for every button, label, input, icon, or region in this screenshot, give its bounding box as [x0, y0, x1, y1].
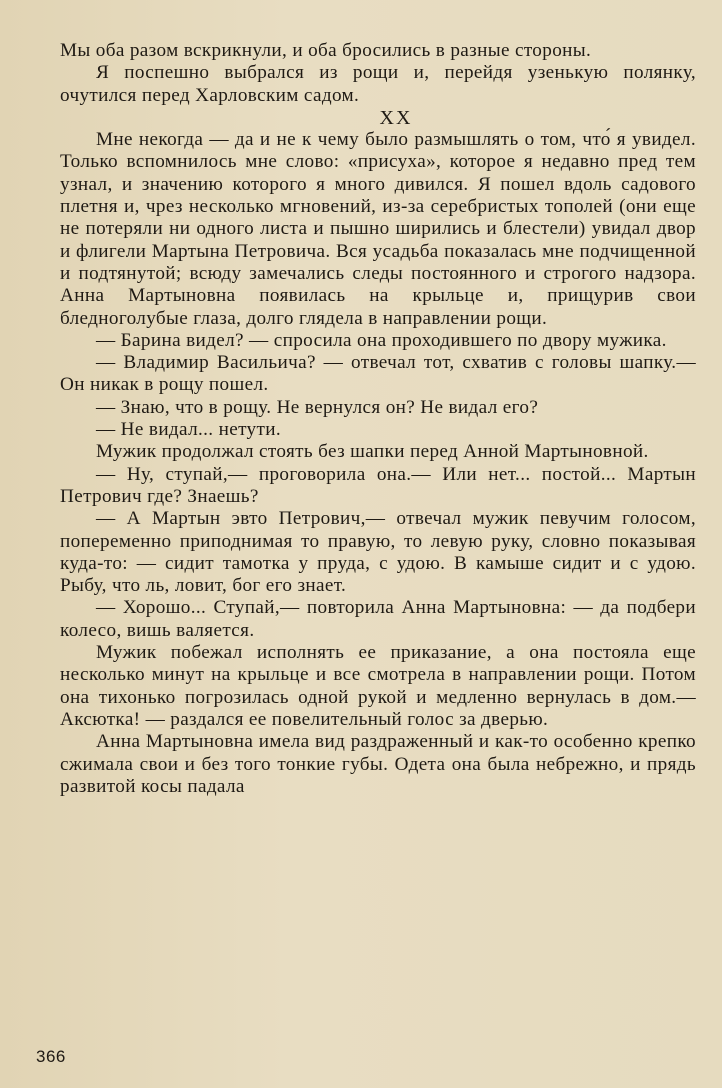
paragraph: — Знаю, что в рощу. Не вернулся он? Не видал его?	[96, 396, 539, 418]
paragraph: Я поспешно выбрался из рощи и, перейдя узенькую полянку, очутился перед Харловским садом.	[60, 62, 696, 106]
paragraph: Анна Мартыновна имела вид раздраженный и как-то особенно крепко сжимала свои и без того тонкие губы. Одета она была небрежно, и прядь развитой косы падала	[60, 731, 696, 797]
page-text	[60, 40, 696, 798]
paragraph: — А Мартын эвто Петрович,— отвечал мужик певучим голосом, попеременно приподнимая то правую, то левую руку, словно показывая куда-то: — сидит тамотка у пруда, с удою. В камыше сидит и с удою. Рыбу, что ль, ловит, бог его знает.	[60, 508, 696, 597]
paragraph: — Ну, ступай,— проговорила она.— Или нет... постой... Мартын Петрович где? Знаешь?	[60, 463, 696, 507]
paragraph: Мне некогда — да и не к чему было размышлять о том, что́ я увидел. Только вспомнилось мне слово: «присуха», которое я недавно пред тем узнал, и значению которого я много дивился. Я пошел вдоль садового плетня и, чрез несколько мгновений, из-за серебристых тополей (они еще не потеряли ни одного листа и пышно ширились и блестели) увидал двор и флигели Мартына Петровича. Вся усадьба показалась мне подчищенной и подтянутой; всюду замечались следы постоянного и строгого надзора. Анна Мартыновна появилась на крыльце и, прищурив свои бледноголубые глаза, долго глядела в направлении рощи.	[60, 129, 696, 329]
paragraph: Мужик побежал исполнять ее приказание, а она постояла еще несколько минут на крыльце и все смотрела в направлении рощи. Потом она тихонько погрозилась одной рукой и медленно вернулась в дом.— Аксютка! — раздался ее повелительный голос за дверью.	[60, 642, 696, 730]
paragraph: — Барина видел? — спросила она проходившего по двору мужика.	[96, 329, 667, 351]
paragraph: — Владимир Васильича? — отвечал тот, схватив с головы шапку.— Он никак в рощу пошел.	[60, 352, 696, 396]
paragraph: Мы оба разом вскрикнули, и оба бросились в разные стороны.	[60, 40, 592, 61]
paragraph: — Не видал... нетути.	[96, 419, 282, 441]
paragraph: — Хорошо... Ступай,— повторила Анна Мартыновна: — да подбери колесо, вишь валяется.	[60, 597, 696, 641]
chapter-heading: XX	[379, 106, 413, 129]
page-number: 366	[36, 1047, 66, 1066]
paragraph: Мужик продолжал стоять без шапки перед Анной Мартыновной.	[96, 441, 649, 463]
